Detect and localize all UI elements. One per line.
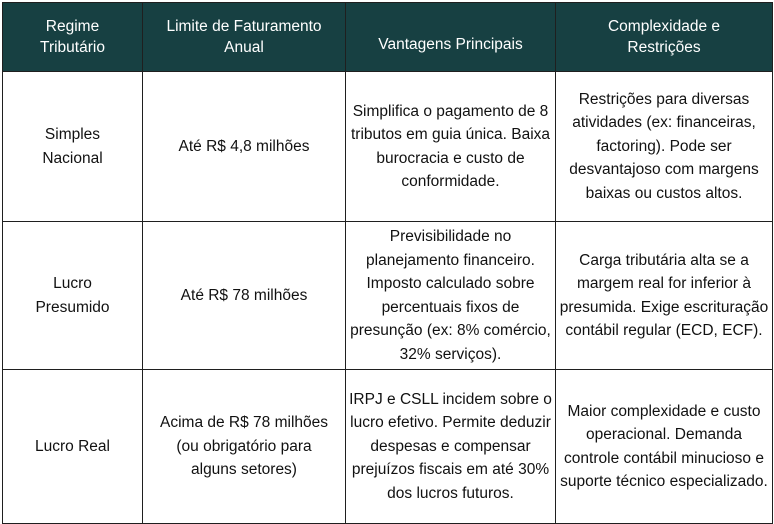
table-header <box>3 3 773 72</box>
table-row <box>3 72 773 222</box>
tax-regime-table <box>2 2 773 524</box>
cell-regime: Simples Nacional <box>3 72 143 222</box>
cell-restricoes: Maior complexidade e custo operacional. Demanda controle contábil minucioso e suporte técnico especializado. <box>556 370 773 524</box>
header-row <box>3 3 773 72</box>
cell-restricoes: Restrições para diversas atividades (ex: financeiras, factoring). Pode ser desvantajoso com margens baixas ou custos altos. <box>556 72 773 222</box>
table-row <box>3 370 773 524</box>
table-row <box>3 222 773 370</box>
header-limite: Limite de Faturamento Anual <box>143 3 346 72</box>
cell-regime: Lucro Presumido <box>3 222 143 370</box>
table-body <box>3 72 773 524</box>
cell-regime: Lucro Real <box>3 370 143 524</box>
cell-limite: Até R$ 4,8 milhões <box>143 72 346 222</box>
cell-restricoes: Carga tributária alta se a margem real for inferior à presumida. Exige escrituração contábil regular (ECD, ECF). <box>556 222 773 370</box>
header-vantagens: Vantagens Principais <box>346 3 556 72</box>
cell-limite: Acima de R$ 78 milhões (ou obrigatório para alguns setores) <box>143 370 346 524</box>
cell-vantagens: Simplifica o pagamento de 8 tributos em guia única. Baixa burocracia e custo de conformidade. <box>346 72 556 222</box>
cell-vantagens: Previsibilidade no planejamento financeiro. Imposto calculado sobre percentuais fixos de presunção (ex: 8% comércio, 32% serviços). <box>346 222 556 370</box>
header-restricoes: Complexidade e Restrições <box>556 3 773 72</box>
header-regime: Regime Tributário <box>3 3 143 72</box>
cell-vantagens: IRPJ e CSLL incidem sobre o lucro efetivo. Permite deduzir despesas e compensar prejuízos fiscais em até 30% dos lucros futuros. <box>346 370 556 524</box>
cell-limite: Até R$ 78 milhões <box>143 222 346 370</box>
